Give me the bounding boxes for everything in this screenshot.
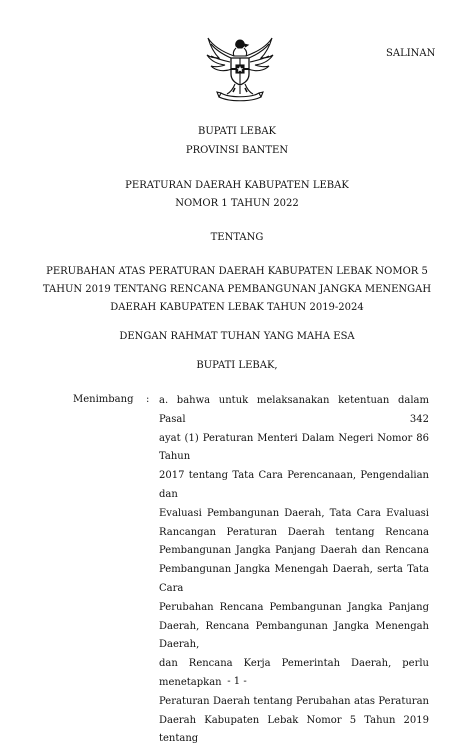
subject-line: PERUBAHAN ATAS PERATURAN DAERAH KABUPATEN LEBAK NOMOR 5 [46, 266, 428, 277]
province-title: PROVINSI BANTEN [185, 145, 289, 156]
considering-line: ayat (1) Peraturan Menteri Dalam Negeri Nomor 86 Tahun [159, 432, 429, 463]
subject-line: TAHUN 2019 TENTANG RENCANA PEMBANGUNAN JANGKA MENENGAH [42, 284, 432, 295]
subject-line: DAERAH KABUPATEN LEBAK TAHUN 2019-2024 [110, 302, 364, 313]
page-number: - 1 - [227, 676, 247, 687]
considering-label: Menimbang [73, 394, 134, 405]
issuer-title: BUPATI LEBAK, [196, 360, 278, 371]
considering-line: Daerah, Rencana Pembangunan Jangka Menengah Daerah, [159, 620, 429, 651]
invocation-text: DENGAN RAHMAT TUHAN YANG MAHA ESA [119, 331, 355, 342]
considering-line: Pembangunan Jangka Panjang Daerah dan Rencana [159, 545, 429, 557]
considering-line: Perubahan Rencana Pembangunan Jangka Panjang [159, 601, 429, 613]
considering-line: dan Rencana Kerja Pemerintah Daerah, perlu menetapkan [159, 658, 429, 688]
considering-line: Pembangunan Jangka Menengah Daerah, serta Tata Cara [159, 564, 429, 594]
considering-line: Evaluasi Pembangunan Daerah, Tata Cara Evaluasi [159, 507, 429, 519]
regulation-number: NOMOR 1 TAHUN 2022 [175, 198, 299, 209]
considering-line: Rancangan Peraturan Daerah tentang Rencana [159, 526, 429, 538]
office-title: BUPATI LEBAK [197, 126, 277, 137]
copy-label: SALINAN [386, 48, 436, 59]
considering-line: 2017 tentang Tata Cara Perencanaan, Pengendalian dan [159, 470, 429, 500]
regulation-title: PERATURAN DAERAH KABUPATEN LEBAK [125, 180, 349, 191]
garuda-emblem-icon [205, 36, 275, 102]
considering-separator: : [146, 394, 150, 405]
considering-line: a. bahwa untuk melaksanakan ketentuan dalam Pasal 342 [159, 395, 429, 425]
about-heading: TENTANG [210, 232, 264, 243]
considering-text [159, 392, 429, 749]
considering-line: Peraturan Daerah tentang Perubahan atas Peraturan [159, 695, 429, 707]
considering-line: Daerah Kabupaten Lebak Nomor 5 Tahun 2019 tentang [159, 714, 429, 745]
